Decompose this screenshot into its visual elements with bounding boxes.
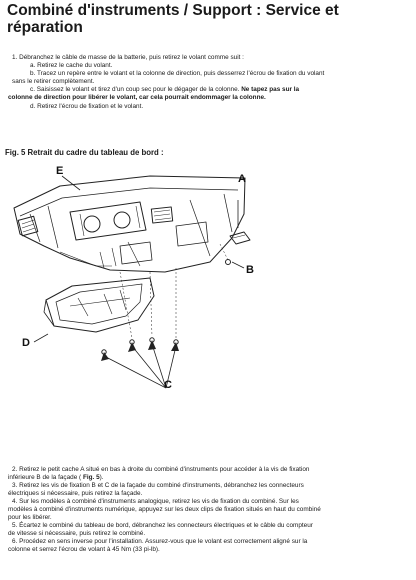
step-1: 1. Débranchez le câble de masse de la batterie, puis retirez le volant comme suit : <box>12 54 244 61</box>
step-6-line-2: colonne et serrez l'écrou de volant à 45 Nm (33 pi-lb). <box>8 546 160 554</box>
step-4-line-3: pour les libérer. <box>8 514 52 522</box>
step-2-line-1: 2. Retirez le petit cache A situé en bas à droite du combiné d'instruments pour accéder à la vis de fixation <box>12 466 310 473</box>
page-title: Combiné d'instruments / Support : Service et réparation <box>7 2 339 36</box>
step-1c-text: c. Saisissez le volant et tirez d'un coup sec pour le dégager de la colonne. <box>30 86 242 94</box>
step-4-line-1: 4. Sur les modèles à combiné d'instruments analogique, retirez les vis de fixation du combiné. Sur les <box>12 498 299 506</box>
gauge-left <box>84 216 100 232</box>
label-e: E <box>56 165 64 177</box>
procedure-steps <box>8 466 410 555</box>
step-1b-line-1: b. Tracez un repère entre le volant et la colonne de direction, puis desserrez l'écrou de fixation du volant <box>30 70 325 78</box>
step-1a: a. Retirez le cache du volant. <box>30 62 113 70</box>
gauge-right <box>114 212 130 228</box>
bezel-outline <box>46 278 154 332</box>
step-1c <box>8 86 408 94</box>
step-3-line-1: 3. Retirez les vis de fixation B et C de la façade du combiné d'instruments, débranchez les connecteurs <box>12 482 304 490</box>
step-1d: d. Retirez l'écrou de fixation et le volant. <box>30 102 144 110</box>
label-c: C <box>164 379 172 390</box>
step-1b-line-2: sans le retirer complètement. <box>12 78 95 86</box>
label-b: B <box>246 264 254 276</box>
step-4-line-2: modèles à combiné d'instruments numérique, appuyez sur les deux clips de fixation situés en haut du combiné <box>8 506 321 514</box>
step-6-line-1: 6. Procédez en sens inverse pour l'installation. Assurez-vous que le volant est correctement aligné sur la <box>12 538 308 546</box>
step-5-line-2: de vitesse si nécessaire, puis retirez le combiné. <box>8 530 146 538</box>
screw-b <box>226 260 231 265</box>
step-3-line-2: électriques si nécessaire, puis retirez la façade. <box>8 490 143 498</box>
figure-caption: Fig. 5 Retrait du cadre du tableau de bord : <box>5 148 164 157</box>
step-2-text: inférieure B de la façade ( <box>8 474 83 482</box>
step-2-line-2 <box>8 474 410 482</box>
removal-steps <box>8 54 408 111</box>
step-1c-warning: Ne tapez pas sur la <box>241 86 300 94</box>
label-a: A <box>238 173 246 185</box>
label-d: D <box>22 337 30 349</box>
step-1c-warning-line-2: colonne de direction pour libérer le volant, car cela pourrait endommager la colonne. <box>8 94 266 102</box>
step-2-end: ). <box>99 474 104 482</box>
step-5-line-1: 5. Écartez le combiné du tableau de bord, débranchez les connecteurs électriques et le câble du compteur <box>12 522 313 530</box>
dashboard-illustration <box>0 156 416 390</box>
figure-reference: Fig. 5 <box>82 474 100 482</box>
dashboard-figure <box>0 156 416 390</box>
